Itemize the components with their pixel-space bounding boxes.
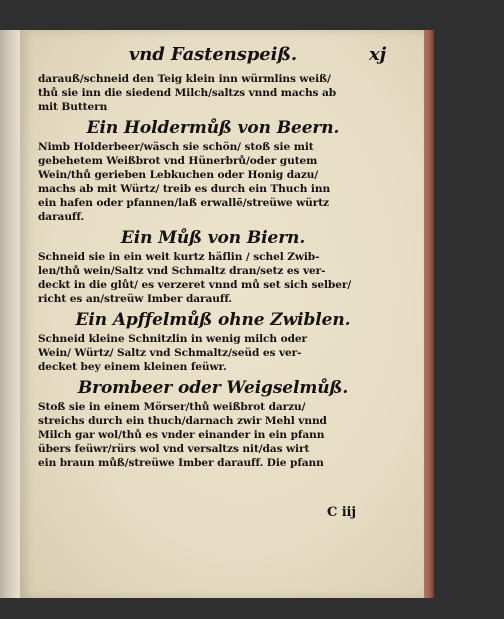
recipe-heading: Brombeer oder Weigselmůß. xyxy=(77,378,349,398)
recipe-holdermuss xyxy=(38,116,388,224)
recipe-birnmuss xyxy=(38,226,388,306)
text-line: gebehetem Weißbrot vnd Hünerbrů/oder gutem xyxy=(38,155,318,167)
facing-page-edge xyxy=(0,30,20,598)
text-line: Wein/thů gerieben Lebkuchen oder Honig dazu/ xyxy=(38,169,319,181)
text-line: Stoß sie in einem Mörser/thů weißbrot darzu/ xyxy=(38,401,306,413)
text-line: thů sie inn die siedend Milch/saltzs vnnd machs ab xyxy=(38,87,337,99)
text-line: Wein/ Würtz/ Saltz vnd Schmaltz/seüd es ver- xyxy=(38,347,302,359)
recipe-heading: Ein Apffelmůß ohne Zwiblen. xyxy=(75,310,351,330)
text-line: len/thů wein/Saltz vnd Schmaltz dran/setz es ver- xyxy=(38,265,326,277)
text-line: richt es an/streüw Imber darauff. xyxy=(38,293,232,305)
page-text xyxy=(38,44,388,520)
recipe-brombeermuss xyxy=(38,376,388,470)
signature-mark: C iij xyxy=(327,505,356,520)
folio-number: xj xyxy=(368,44,386,65)
page-fore-edge xyxy=(424,30,434,598)
text-line: Schneid sie in ein weit kurtz häflin / schel Zwib- xyxy=(38,251,320,263)
text-line: mit Buttern xyxy=(38,101,108,113)
running-title: vnd Fastenspeiß. xyxy=(128,44,298,65)
text-line: übers feüwr/rürs wol vnd versaltzs nit/das wirt xyxy=(38,443,310,455)
recipe-heading: Ein Holdermůß von Beern. xyxy=(86,118,340,138)
text-line: Nimb Holderbeer/wäsch sie schön/ stoß sie mit xyxy=(38,141,314,153)
text-line: streichs durch ein thuch/darnach zwir Mehl vnnd xyxy=(38,415,327,427)
recipe-heading: Ein Můß von Biern. xyxy=(120,228,306,248)
text-line: deckt in die glůt/ es verzeret vnnd mů set sich selber/ xyxy=(38,279,352,291)
text-line: Schneid kleine Schnitzlin in wenig milch oder xyxy=(38,333,307,345)
text-line: decket bey einem kleinen feüwr. xyxy=(38,361,227,373)
running-header xyxy=(38,44,388,72)
text-line: darauß/schneid den Teig klein inn würmlins weiß/ xyxy=(38,73,331,85)
text-line: ein braun můß/streüwe Imber darauff. Die pfann xyxy=(38,457,324,469)
text-line: ein hafen oder pfannen/laß erwallē/streüwe würtz xyxy=(38,197,329,209)
text-line: Milch gar wol/thů es vnder einander in ein pfann xyxy=(38,429,325,441)
text-line: machs ab mit Würtz/ treib es durch ein Thuch inn xyxy=(38,183,331,195)
continuation-text xyxy=(38,72,388,114)
text-line: darauff. xyxy=(38,211,85,223)
recipe-apfelmuss xyxy=(38,308,388,374)
